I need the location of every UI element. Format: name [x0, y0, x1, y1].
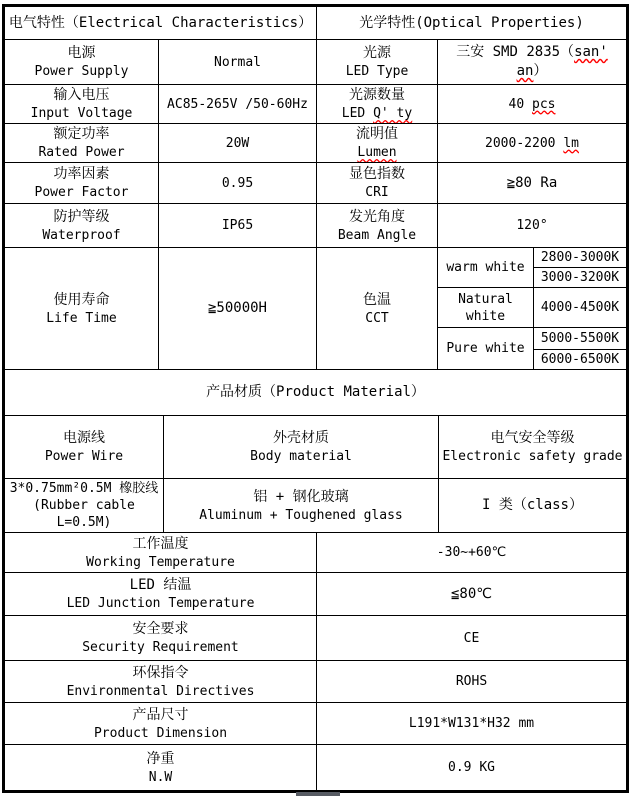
junction-temp-value-cell — [317, 573, 627, 616]
table-row — [5, 661, 627, 703]
label-zh: 发光角度 — [349, 208, 405, 225]
working-temp-value-cell — [317, 533, 627, 573]
safety-grade-label-cell — [439, 416, 627, 479]
table-row — [5, 703, 627, 745]
value-text: 40 — [508, 96, 532, 112]
cct-value-cell — [534, 350, 627, 370]
label-zh: 输入电压 — [53, 87, 110, 103]
label-en — [319, 144, 435, 161]
led-qty-value-cell — [438, 85, 627, 124]
cct-label-cell — [317, 248, 438, 370]
spec-table-top — [4, 6, 627, 370]
waterproof-value-cell — [159, 204, 317, 248]
cct-group-name: warm white — [446, 260, 525, 275]
cell-value: 2800-3000K — [540, 250, 620, 265]
cell-value: 铝 + 钢化玻璃 — [253, 488, 349, 505]
cell-value: (Rubber cable L=0.5M) — [33, 498, 135, 530]
label-zh: 防护等级 — [53, 208, 110, 225]
cell-value: 3000-3200K — [540, 270, 620, 285]
waterproof-label-cell — [5, 204, 159, 248]
label-en: Product Dimension — [93, 725, 228, 741]
cct-value-cell — [534, 328, 627, 350]
label-zh: 色温 — [363, 291, 391, 308]
label-zh: 光源数量 — [349, 87, 405, 103]
cell-value — [440, 43, 624, 81]
label-en: Beam Angle — [337, 227, 417, 243]
beam-angle-value-cell — [438, 204, 627, 248]
electrical-header-cell — [5, 7, 317, 40]
spellcheck-word: Q' ty — [373, 106, 413, 121]
spellcheck-word: san' an — [516, 44, 608, 79]
cell-value: 6000-6500K — [540, 352, 620, 367]
cell-value: -30~+60℃ — [436, 545, 507, 560]
power-wire-value-cell — [5, 479, 164, 533]
safety-grade-value-cell — [439, 479, 627, 533]
net-weight-label-cell — [5, 745, 317, 791]
label-en: Input Voltage — [30, 106, 133, 121]
scrollbar-horizontal-thumb[interactable] — [296, 792, 340, 796]
label-en: Electronic safety grade — [442, 449, 623, 464]
table-row — [5, 85, 627, 124]
cell-value: Normal — [214, 54, 261, 70]
power-factor-value-cell — [159, 163, 317, 204]
label-en: Power Factor — [34, 185, 129, 200]
label-en: N.W — [148, 769, 173, 785]
cri-value-cell — [438, 163, 627, 204]
label-zh: 电源线 — [63, 430, 105, 446]
cell-value: AC85-265V /50-60Hz — [167, 96, 308, 112]
cell-value: ≧80 Ra — [506, 174, 558, 191]
life-time-label-cell — [5, 248, 159, 370]
label-en: Power Supply — [34, 64, 129, 79]
led-type-label-cell — [317, 40, 438, 85]
life-time-value-cell — [159, 248, 317, 370]
value-text: 2000-2200 — [485, 135, 564, 151]
label-en: Body material — [250, 449, 352, 464]
cell-value: I 类（class） — [481, 497, 583, 513]
spellcheck-word: pcs — [532, 96, 556, 112]
spec-sheet — [2, 4, 629, 793]
table-row — [5, 163, 627, 204]
table-row — [5, 40, 627, 85]
label-en: Waterproof — [42, 227, 121, 243]
label-en: Working Temperature — [86, 554, 235, 570]
label-zh: LED 结温 — [129, 577, 192, 593]
label-en: LED Junction Temperature — [66, 596, 255, 611]
misc-table — [4, 532, 627, 791]
cell-value — [440, 96, 624, 113]
table-row — [5, 616, 627, 661]
label-zh: 额定功率 — [53, 126, 110, 142]
working-temp-label-cell — [5, 533, 317, 573]
junction-temp-label-cell — [5, 573, 317, 616]
spellcheck-word: lm — [563, 135, 579, 151]
optical-header-label: 光学特性(Optical Properties) — [359, 15, 584, 31]
cell-value — [440, 135, 624, 152]
table-row — [5, 124, 627, 163]
cell-value: Aluminum + Toughened glass — [199, 507, 403, 523]
cell-value: ≧50000H — [207, 300, 267, 316]
cell-value: L191*W131*H32 mm — [408, 716, 535, 731]
cell-value: 20W — [225, 135, 250, 151]
spellcheck-word: Lumen — [357, 145, 397, 160]
value-text: ） — [533, 63, 548, 79]
power-supply-value-cell — [159, 40, 317, 85]
value-text: 三安 SMD 2835（ — [456, 44, 575, 60]
cri-label-cell — [317, 163, 438, 204]
label-text: LED — [341, 106, 374, 121]
label-en: Life Time — [46, 310, 117, 326]
power-wire-label-cell — [5, 416, 164, 479]
label-zh: 功率因素 — [53, 166, 110, 182]
material-title-label: 产品材质（Product Material） — [206, 384, 425, 400]
cct-group-name: Natural white — [458, 291, 513, 324]
label-zh: 环保指令 — [132, 664, 189, 681]
power-supply-label-cell — [5, 40, 159, 85]
label-zh: 外壳材质 — [273, 430, 329, 446]
cell-value: IP65 — [221, 218, 254, 233]
led-qty-label-cell — [317, 85, 438, 124]
label-en: Security Requirement — [82, 640, 239, 655]
input-voltage-label-cell — [5, 85, 159, 124]
optical-header-cell — [317, 7, 627, 40]
led-type-value-cell — [438, 40, 627, 85]
rated-power-label-cell — [5, 124, 159, 163]
material-value-row — [5, 479, 627, 533]
cct-value-cell — [534, 268, 627, 288]
pure-white-cell — [438, 328, 534, 370]
env-directives-value-cell — [317, 661, 627, 703]
rated-power-value-cell — [159, 124, 317, 163]
security-req-label-cell — [5, 616, 317, 661]
natural-white-cell — [438, 288, 534, 328]
label-en: Rated Power — [38, 145, 125, 160]
material-header-row — [5, 416, 627, 479]
label-zh: 电气安全等级 — [490, 430, 575, 446]
label-en: CRI — [365, 185, 389, 200]
cell-value: ≦80℃ — [450, 585, 492, 602]
lumen-label-cell — [317, 124, 438, 163]
warm-white-cell — [438, 248, 534, 288]
label-zh: 使用寿命 — [53, 291, 110, 308]
cct-group-name: Pure white — [446, 341, 525, 356]
table-row — [5, 248, 627, 268]
lumen-value-cell — [438, 124, 627, 163]
cell-value: 0.9 KG — [448, 760, 495, 775]
cell-value: CE — [463, 630, 480, 646]
label-en: LED Type — [345, 64, 409, 79]
cell-value: 0.95 — [221, 175, 254, 191]
material-title-cell — [5, 370, 627, 416]
material-title-row — [5, 370, 627, 416]
security-req-value-cell — [317, 616, 627, 661]
cell-value: 5000-5500K — [540, 331, 620, 346]
label-en: Environmental Directives — [66, 683, 255, 699]
table-row — [5, 533, 627, 573]
body-material-value-cell — [164, 479, 439, 533]
body-material-label-cell — [164, 416, 439, 479]
cell-value: 120° — [516, 218, 548, 233]
electrical-header-label: 电气特性（Electrical Characteristics） — [8, 15, 313, 31]
table-row — [5, 745, 627, 791]
table-row — [5, 573, 627, 616]
label-en: CCT — [365, 310, 389, 326]
beam-angle-label-cell — [317, 204, 438, 248]
product-dimension-value-cell — [317, 703, 627, 745]
label-zh: 工作温度 — [132, 535, 189, 552]
cct-value-cell — [534, 288, 627, 328]
section-header-row — [5, 7, 627, 40]
product-dimension-label-cell — [5, 703, 317, 745]
env-directives-label-cell — [5, 661, 317, 703]
label-zh: 电源 — [67, 45, 96, 61]
material-table — [4, 369, 627, 533]
cct-value-cell — [534, 248, 627, 268]
power-factor-label-cell — [5, 163, 159, 204]
cell-value: 4000-4500K — [540, 300, 620, 315]
label-zh: 光源 — [363, 45, 391, 61]
label-en — [319, 105, 435, 122]
label-zh: 产品尺寸 — [132, 706, 189, 723]
label-zh: 安全要求 — [132, 621, 189, 637]
cell-value: 3*0.75mm²0.5M 橡胶线 — [9, 481, 159, 496]
input-voltage-value-cell — [159, 85, 317, 124]
label-zh: 显色指数 — [349, 166, 405, 182]
cell-value: ROHS — [455, 674, 488, 689]
label-zh: 流明值 — [356, 126, 398, 142]
table-row — [5, 204, 627, 248]
label-zh: 净重 — [146, 750, 175, 767]
label-en: Power Wire — [44, 449, 124, 464]
net-weight-value-cell — [317, 745, 627, 791]
